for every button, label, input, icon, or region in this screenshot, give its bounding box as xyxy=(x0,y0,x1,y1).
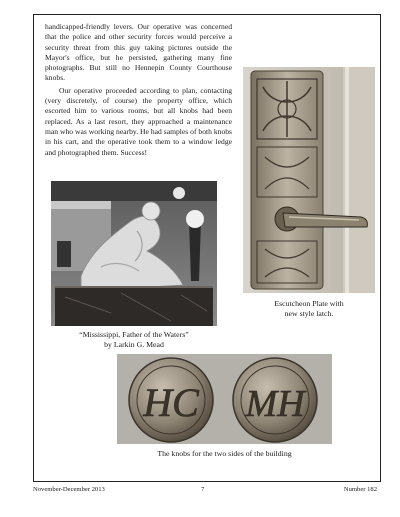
footer-issue-number: Number 182 xyxy=(343,486,377,493)
knobs-photo xyxy=(117,354,332,444)
svg-text:HC: HC xyxy=(143,380,199,425)
page-footer xyxy=(33,486,381,496)
statue-photo xyxy=(51,181,217,326)
footer-page-number: 7 xyxy=(201,486,205,493)
statue-caption xyxy=(51,330,217,350)
paragraph-1: handicapped-friendly levers. Our operative was concerned that the police and other security forces would perceive a security threat from this guy taking pictures outside the Mayor's office, but he persisted, gathering many fine photographs. But still no Hennepin County Courthouse knobs. xyxy=(45,22,232,83)
article-text xyxy=(45,22,232,158)
escutcheon-plate-photo xyxy=(243,67,375,293)
plate-caption-line-2: new style latch. xyxy=(284,309,334,318)
knobs-caption: The knobs for the two sides of the building xyxy=(157,449,292,458)
paragraph-2: Our operative proceeded according to plan, contacting (very discretely, of course) the property office, which escorted him to various rooms, but all knobs had been replaced. As a last resort, they approached a maintenance man who was working nearby. He had samples of both knobs in his cart, and the operative took them to a window ledge and photographed them. Success! xyxy=(45,85,232,157)
plate-caption-line-1: Escutcheon Plate with xyxy=(274,299,344,308)
footer-issue: November-December 2013 xyxy=(33,486,105,493)
statue-caption-line-2: by Larkin G. Mead xyxy=(104,340,164,349)
statue-caption-line-1: “Mississippi, Father of the Waters” xyxy=(79,330,189,339)
plate-caption xyxy=(243,299,375,319)
svg-text:MH: MH xyxy=(245,383,305,425)
